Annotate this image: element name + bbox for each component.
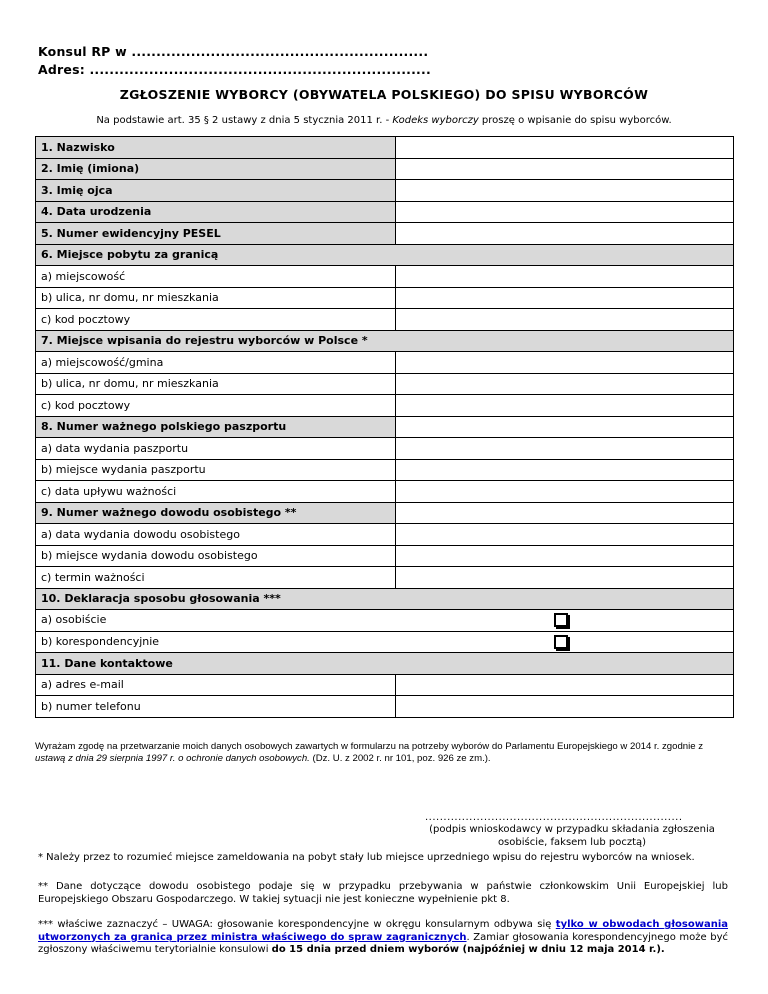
legal-basis-text: Na podstawie art. 35 § 2 ustawy z dnia 5 stycznia 2011 r. - — [96, 115, 393, 126]
row-label: 1. Nazwisko — [36, 137, 396, 159]
row-label: 9. Numer ważnego dowodu osobistego ** — [36, 502, 396, 524]
row-phone — [36, 696, 734, 718]
id-issue-date-field[interactable] — [396, 524, 734, 546]
father-name-field[interactable] — [396, 180, 734, 202]
footnote-3-text: *** właściwe zaznaczyć – UWAGA: głosowanie korespondencyjne w okręgu konsularnym odbywa się — [38, 919, 556, 930]
row-residence-postcode — [36, 309, 734, 331]
row-voting-method — [36, 588, 734, 610]
row-passport-issue-date — [36, 438, 734, 460]
signature-line: ...................................................................... — [425, 812, 683, 823]
row-father-name — [36, 180, 734, 202]
registry-city-field[interactable] — [396, 352, 734, 374]
consent-citation: (Dz. U. z 2002 r. nr 101, poz. 926 ze zm.). — [309, 753, 491, 764]
footnote-3-deadline: do 15 dnia przed dniem wyborów (najpóźniej w dniu 12 maja 2014 r.). — [271, 944, 665, 955]
row-label: b) korespondencyjnie — [41, 634, 160, 648]
row-label: 4. Data urodzenia — [36, 201, 396, 223]
passport-issue-place-field[interactable] — [396, 459, 734, 481]
row-label: a) miejscowość — [36, 266, 396, 288]
row-vote-in-person — [36, 610, 734, 632]
footnote-2: ** Dane dotyczące dowodu osobistego podaje się w przypadku przebywania w państwie członkowskim Unii Europejskiej lub Europejskiego Obszaru Gospodarczego. W takiej sytuacji nie jest konieczne wypełnienie pkt 8. — [38, 881, 728, 905]
row-email — [36, 674, 734, 696]
email-field[interactable] — [396, 674, 734, 696]
section-label: 6. Miejsce pobytu za granicą — [36, 244, 734, 266]
row-birth-date — [36, 201, 734, 223]
form-title: ZGŁOSZENIE WYBORCY (OBYWATELA POLSKIEGO) DO SPISU WYBORCÓW — [119, 87, 649, 102]
row-label: a) miejscowość/gmina — [36, 352, 396, 374]
residence-postcode-field[interactable] — [396, 309, 734, 331]
row-label: a) data wydania dowodu osobistego — [36, 524, 396, 546]
row-id-issue-date — [36, 524, 734, 546]
passport-issue-date-field[interactable] — [396, 438, 734, 460]
footnote-3-link[interactable]: tylko w obwodach głosowania utworzonych za granicą przez ministra właściwego do spraw zagranicznych — [38, 919, 729, 943]
id-expiry-field[interactable] — [396, 567, 734, 589]
row-id-issue-place — [36, 545, 734, 567]
id-card-number-field[interactable] — [396, 502, 734, 524]
surname-field[interactable] — [396, 137, 734, 159]
row-label: 2. Imię (imiona) — [36, 158, 396, 180]
consent-statement — [35, 741, 735, 765]
row-registry-street — [36, 373, 734, 395]
row-registry-postcode — [36, 395, 734, 417]
row-label: c) kod pocztowy — [36, 309, 396, 331]
in-person-checkbox[interactable] — [554, 613, 568, 627]
registration-form-table — [35, 136, 734, 718]
row-first-names — [36, 158, 734, 180]
row-label: a) osobiście — [41, 613, 107, 627]
row-residence-abroad — [36, 244, 734, 266]
row-label: b) ulica, nr domu, nr mieszkania — [36, 373, 396, 395]
section-label: 10. Deklaracja sposobu głosowania *** — [36, 588, 734, 610]
row-passport-expiry — [36, 481, 734, 503]
first-names-field[interactable] — [396, 158, 734, 180]
row-id-expiry — [36, 567, 734, 589]
row-label: c) data upływu ważności — [36, 481, 396, 503]
footnote-3 — [38, 919, 728, 957]
row-label: 3. Imię ojca — [36, 180, 396, 202]
row-label: c) termin ważności — [36, 567, 396, 589]
residence-city-field[interactable] — [396, 266, 734, 288]
registry-postcode-field[interactable] — [396, 395, 734, 417]
row-vote-by-post — [36, 631, 734, 653]
row-registry-place — [36, 330, 734, 352]
row-id-card-number — [36, 502, 734, 524]
row-passport-number — [36, 416, 734, 438]
footnote-1: * Należy przez to rozumieć miejsce zameldowania na pobyt stały lub miejsce uprzedniego wpisu do rejestru wyborców na wniosek. — [38, 852, 695, 863]
birth-date-field[interactable] — [396, 201, 734, 223]
row-residence-street — [36, 287, 734, 309]
row-label: 5. Numer ewidencyjny PESEL — [36, 223, 396, 245]
consul-line: Konsul RP w ............................................................ — [38, 44, 429, 59]
row-label: a) data wydania paszportu — [36, 438, 396, 460]
row-pesel — [36, 223, 734, 245]
consent-text: Wyrażam zgodę na przetwarzanie moich danych osobowych zawartych w formularzu na potrzeby wyborów do Parlamentu Europejskiego w 2014 r. zgodnie z — [35, 741, 704, 752]
row-surname — [36, 137, 734, 159]
row-label: b) numer telefonu — [36, 696, 396, 718]
passport-expiry-field[interactable] — [396, 481, 734, 503]
pesel-field[interactable] — [396, 223, 734, 245]
footnote-3-text-2: . Zamiar głosowania korespondencyjnego może być zgłoszony właściwemu terytorialnie konsulowi — [38, 931, 728, 955]
address-line: Adres: ..................................................................... — [38, 62, 431, 77]
id-issue-place-field[interactable] — [396, 545, 734, 567]
row-residence-city — [36, 266, 734, 288]
registry-street-field[interactable] — [396, 373, 734, 395]
legal-basis-code: Kodeks wyborczy — [392, 115, 479, 126]
passport-number-field[interactable] — [396, 416, 734, 438]
row-label: a) adres e-mail — [36, 674, 396, 696]
row-passport-issue-place — [36, 459, 734, 481]
row-label: c) kod pocztowy — [36, 395, 396, 417]
residence-street-field[interactable] — [396, 287, 734, 309]
row-contact — [36, 653, 734, 675]
row-label: b) miejsce wydania dowodu osobistego — [36, 545, 396, 567]
signature-caption: (podpis wnioskodawcy w przypadku składania zgłoszenia osobiście, faksem lub pocztą) — [429, 824, 715, 848]
row-label: 8. Numer ważnego polskiego paszportu — [36, 416, 396, 438]
section-label: 7. Miejsce wpisania do rejestru wyborców w Polsce * — [36, 330, 734, 352]
row-label: b) miejsce wydania paszportu — [36, 459, 396, 481]
by-post-checkbox[interactable] — [554, 635, 568, 649]
consent-act: ustawą z dnia 29 sierpnia 1997 r. o ochronie danych osobowych. — [35, 753, 310, 764]
row-label: b) ulica, nr domu, nr mieszkania — [36, 287, 396, 309]
row-registry-city — [36, 352, 734, 374]
legal-basis — [0, 115, 768, 126]
legal-basis-tail: proszę o wpisanie do spisu wyborców. — [478, 115, 672, 126]
phone-field[interactable] — [396, 696, 734, 718]
section-label: 11. Dane kontaktowe — [36, 653, 734, 675]
